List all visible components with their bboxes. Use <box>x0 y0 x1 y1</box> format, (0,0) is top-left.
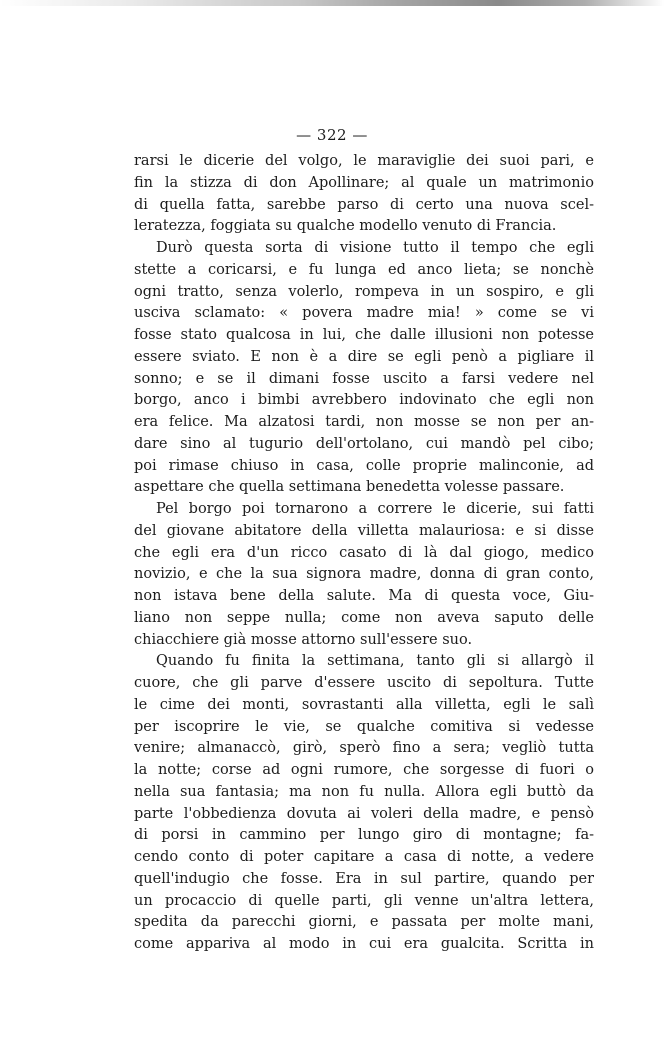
text-line: spedita da parecchi giorni, e passata per molte mani, <box>134 914 594 931</box>
text-line: rarsi le dicerie del volgo, le maraviglie dei suoi pari, e <box>134 153 594 169</box>
text-line: cuore, che gli parve d'essere uscito di sepoltura. Tutte <box>134 675 594 691</box>
text-line: fosse stato qualcosa in lui, che dalle illusioni non potesse <box>134 327 594 343</box>
text-line: Quando fu finita la settimana, tanto gli si allargò il <box>156 653 594 670</box>
text-line: chiacchiere già mosse attorno sull'essere suo. <box>134 631 473 648</box>
text-line: ogni tratto, senza volerlo, rompeva in un sospiro, e gli <box>134 283 594 300</box>
text-line: leratezza, foggiata su qualche modello venuto di Francia. <box>134 218 557 235</box>
text-line: borgo, anco i bimbi avrebbero indovinato che egli non <box>134 392 594 409</box>
text-line: essere sviato. E non è a dire se egli penò a pigliare il <box>134 348 594 365</box>
text-line: aspettare che quella settimana benedetta volesse passare. <box>134 479 565 496</box>
text-line: parte l'obbedienza dovuta ai voleri della madre, e pensò <box>134 805 594 822</box>
text-line: liano non seppe nulla; come non aveva saputo delle <box>134 609 594 626</box>
text-line: Durò questa sorta di visione tutto il tempo che egli <box>156 240 594 256</box>
text-line: non istava bene della salute. Ma di questa voce, Giu- <box>134 588 594 604</box>
text-line: un procaccio di quelle parti, gli venne un'altra lettera, <box>134 892 594 909</box>
text-line: di porsi in cammino per lungo giro di montagne; fa- <box>134 827 594 844</box>
text-line: dare sino al tugurio dell'ortolano, cui mandò pel cibo; <box>134 435 594 452</box>
text-line: per iscoprire le vie, se qualche comitiva si vedesse <box>134 718 594 735</box>
text-line: novizio, e che la sua signora madre, donna di gran conto, <box>134 566 594 583</box>
text-line: del giovane abitatore della villetta malauriosa: e si disse <box>134 522 594 539</box>
text-line: era felice. Ma alzatosi tardi, non mosse se non per an- <box>134 414 594 430</box>
text-line: nella sua fantasia; ma non fu nulla. Allora egli buttò da <box>134 783 594 800</box>
text-line: cendo conto di poter capitare a casa di notte, a vedere <box>134 849 594 865</box>
text-line: poi rimase chiuso in casa, colle proprie malinconie, ad <box>134 457 594 474</box>
text-line: di quella fatta, sarebbe parso di certo una nuova scel- <box>134 196 594 213</box>
text-line: la notte; corse ad ogni rumore, che sorgesse di fuori o <box>134 762 594 778</box>
page-top-edge-shadow <box>0 0 664 6</box>
text-line: sonno; e se il dimani fosse uscito a farsi vedere nel <box>134 370 594 387</box>
text-line: che egli era d'un ricco casato di là dal giogo, medico <box>134 544 594 561</box>
text-line: stette a coricarsi, e fu lunga ed anco lieta; se nonchè <box>134 261 594 278</box>
text-line: venire; almanaccò, girò, sperò fino a sera; vegliò tutta <box>134 740 594 757</box>
text-line: Pel borgo poi tornarono a correre le dicerie, sui fatti <box>156 501 594 517</box>
text-line: come appariva al modo in cui era gualcita. Scritta in <box>134 936 594 952</box>
text-line: usciva sclamato: « povera madre mia! » come se vi <box>134 305 594 322</box>
page-number: — 322 — <box>296 126 368 144</box>
page-body-text <box>134 151 594 956</box>
text-line: fin la stizza di don Apollinare; al quale un matrimonio <box>134 174 594 191</box>
text-line: quell'indugio che fosse. Era in sul partire, quando per <box>134 870 594 887</box>
text-line: le cime dei monti, sovrastanti alla villetta, egli le salì <box>134 696 594 713</box>
